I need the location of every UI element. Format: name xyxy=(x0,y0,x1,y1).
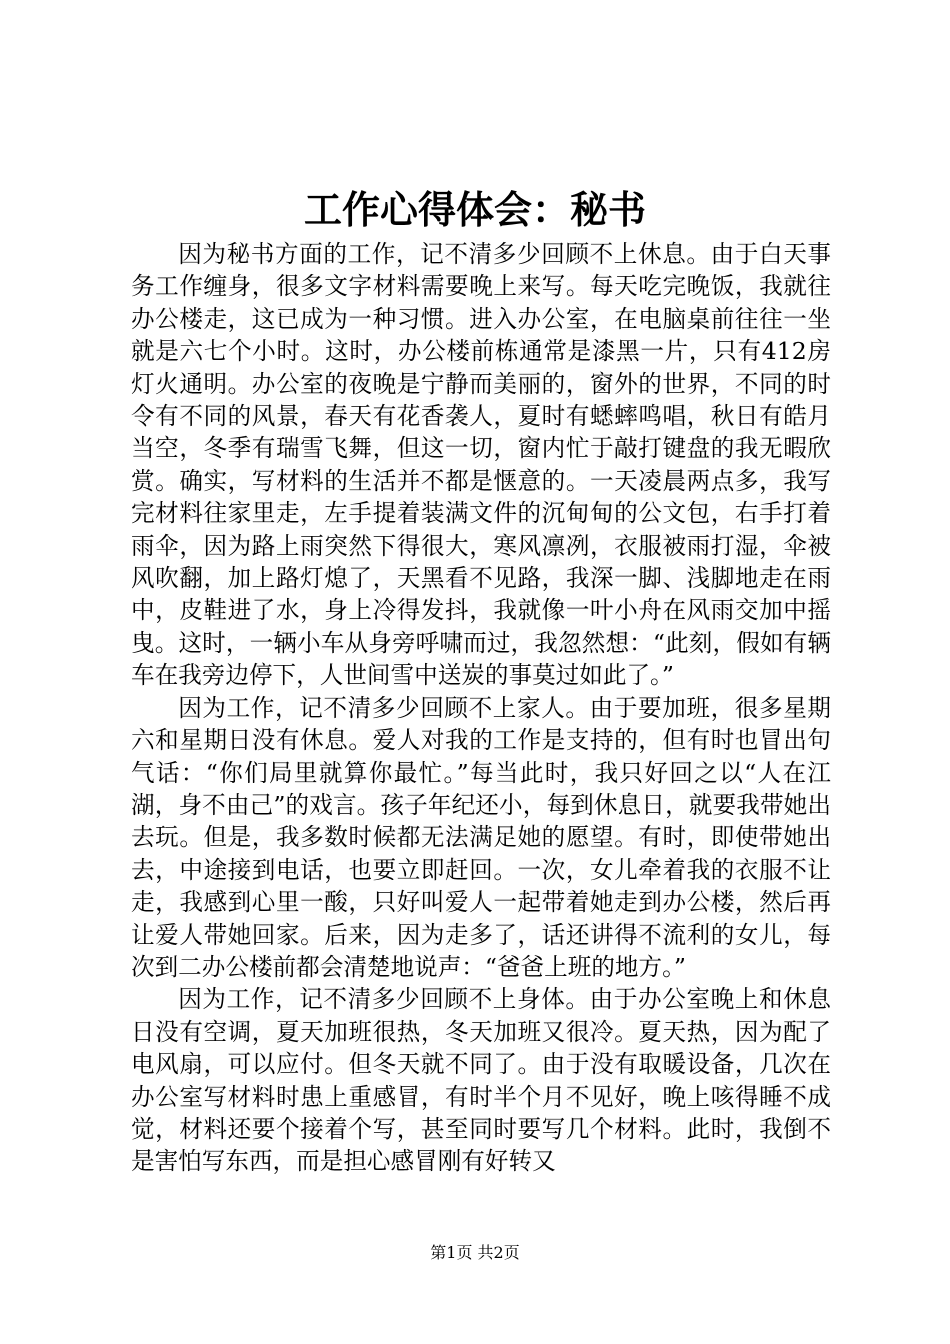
paragraph: 因为秘书方面的工作，记不清多少回顾不上休息。由于白天事务工作缠身，很多文字材料需要晚上来写。每天吃完晚饭，我就往办公楼走，这已成为一种习惯。进入办公室，在电脑桌前往往一坐就是六七个小时。这时，办公楼前栋通常是漆黑一片，只有412房灯火通明。办公室的夜晚是宁静而美丽的，窗外的世界，不同的时令有不同的风景，春天有花香袭人，夏时有蟋蟀鸣唱，秋日有皓月当空，冬季有瑞雪飞舞，但这一切，窗内忙于敲打键盘的我无暇欣赏。确实，写材料的生活并不都是惬意的。一天凌晨两点多，我写完材料往家里走，左手提着装满文件的沉甸甸的公文包，右手打着雨伞，因为路上雨突然下得很大，寒风凛冽，衣服被雨打湿，伞被风吹翻，加上路灯熄了，天黑看不见路，我深一脚、浅脚地走在雨中，皮鞋进了水，身上冷得发抖，我就像一叶小舟在风雨交加中摇曳。这时，一辆小车从身旁呼啸而过，我忽然想：“此刻，假如有辆车在我旁边停下，人世间雪中送炭的事莫过如此了。” xyxy=(131,240,831,690)
document-title: 工作心得体会：秘书 xyxy=(303,187,646,232)
paragraph: 因为工作，记不清多少回顾不上身体。由于办公室晚上和休息日没有空调，夏天加班很热，冬天加班又很冷。夏天热，因为配了电风扇，可以应付。但冬天就不同了。由于没有取暖设备，几次在办公室写材料时患上重感冒，有时半个月不见好，晚上咳得睡不成觉，材料还要个接着个写，甚至同时要写几个材料。此时，我倒不是害怕写东西，而是担心感冒刚有好转又 xyxy=(131,985,831,1176)
paragraph: 因为工作，记不清多少回顾不上家人。由于要加班，很多星期六和星期日没有休息。爱人对我的工作是支持的，但有时也冒出句气话：“你们局里就算你最忙。”每当此时，我只好回之以“人在江湖，身不由己”的戏言。孩子年纪还小，每到休息日，就要我带她出去玩。但是，我多数时候都无法满足她的愿望。有时，即使带她出去，中途接到电话，也要立即赶回。一次，女儿牵着我的衣服不让走，我感到心里一酸，只好叫爱人一起带着她走到办公楼，然后再让爱人带她回家。后来，因为走多了，话还讲得不流利的女儿，每次到二办公楼前都会清楚地说声：“爸爸上班的地方。” xyxy=(131,693,831,981)
document-body xyxy=(131,238,831,1178)
page-number-footer: 第1页 共2页 xyxy=(430,1243,520,1262)
